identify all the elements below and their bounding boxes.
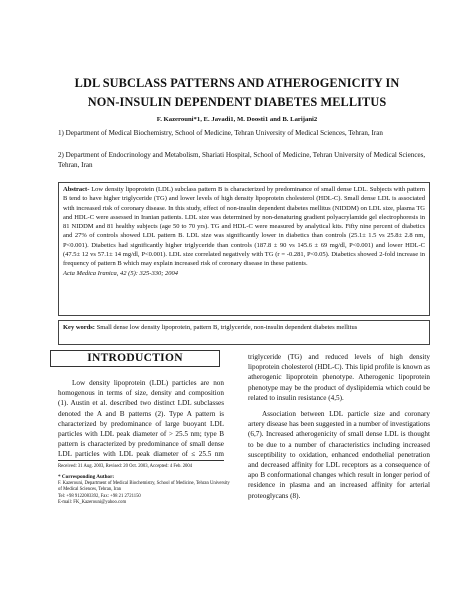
intro-paragraph-2: Association between LDL particle size and coronary artery disease has been suggested in a number of investigations (6,7). Increased atherogenicity of small dense LDL is thought to be due to a number of characteristics including increased susceptibility to oxidation, enhanced endothelial penetration and decreased affinity for LDL receptors as a consequence of apo B conformational changes which result in longer period of residence in plasma and an increased affinity for arterial proteoglycans (8). [248, 410, 430, 500]
footnote-contact: Tel: +98 9122083392, Fax: +98 21 2721150 [58, 493, 141, 499]
footnotes [58, 464, 234, 506]
keywords-text: Small dense low density lipoprotein, pattern B, triglyceride, non-insulin dependent diabetes mellitus [94, 324, 358, 331]
author-list: F. Kazerouni*1, E. Javadi1, M. Doosti1 and B. Larijani2 [156, 116, 318, 123]
footnote-email: E-mail: FK_Kazerouni@yahoo.com [58, 500, 127, 506]
intro-paragraph-1: Low density lipoprotein (LDL) particles are non homogenous in terms of size, density and composition (1). Austin et al. described two distinct LDL subclasses denoted the A and B patterns (2). Type A pattern is characterized by predominance of large buoyant LDL particles with LDL peak diameter of > 25.5 nm; type B pattern is characterized by predominance of small dense LDL particles with LDL peak diameter of ≤ 25.5 nm [58, 379, 224, 458]
journal-citation: Acta Medica Iranica, 42 (5): 325-330; 2004 [63, 269, 178, 277]
intro-right-column [248, 352, 430, 501]
abstract-text: Low density lipoprotein (LDL) subclass pattern B is characterized by predominance of small dense LDL. Subjects with pattern B tend to have higher triglyceride (TG) and lower levels of high density lipoprotein cholesterol (HDL-C). Small dense LDL is associated with increased risk of coronary disease. In this study, effect of non-insulin dependent diabetes mellitus (NIDDM) on LDL size, plasma TG and HDL-C were assessed in Iranian patients. LDL size was determined by non-denaturing gradient polyacrylamide gel electrophoresis in 81 NIDDM and 81 healthy subjects (age 50 to 70 yrs). TG and HDL-C were measured by analytical kits. Fifty nine percent of diabetics and 27% of controls showed LDL pattern B. LDL size was significantly lower in diabetics than controls (25.1± 1.5 vs 25.8± 2.8 nm, P<0.001). Diabetics had significantly higher triglyceride than controls (187.8 ± 90 vs 145.6 ± 69 mg/dl, P<0.001) and lower HDL-C (47.5± 12 vs 57.1± 14 mg/dl, P<0.001). LDL size correlated negatively with TG (r = -0.281, P<0.05). Diabetics showed 2-fold increase in frequency of pattern B which may explain increased risk of coronary disease in these patients. [63, 186, 425, 268]
abstract-box [58, 182, 430, 316]
footnote-corresponding-heading: * Corresponding Author: [58, 474, 115, 481]
affiliation-1: 1) Department of Medical Biochemistry, School of Medicine, Tehran University of Medical Sciences, Tehran, Iran [58, 129, 383, 137]
affiliation-2: 2) Department of Endocrinology and Metabolism, Shariati Hospital, School of Medicine, Tehran University of Medical Sciences, Tehran, Iran [58, 151, 426, 170]
introduction-heading: INTRODUCTION [50, 350, 220, 367]
paper-title-line1: LDL SUBCLASS PATTERNS AND ATHEROGENICITY IN [74, 76, 400, 90]
keywords-label: Key words: [63, 324, 95, 331]
intro-left-column [58, 378, 224, 458]
footnote-corresponding-body: F. Kazerouni, Department of Medical Biochemistry, School of Medicine, Tehran University of Medical Sciences, Tehran, Iran [58, 480, 230, 493]
keywords-box [58, 320, 430, 345]
footnote-divider [58, 460, 224, 461]
footnote-received: Received: 31 Aug. 2003, Revised: 20 Oct. 2003, Accepted: 4 Feb. 2004 [58, 464, 193, 469]
abstract-label: Abstract- [63, 186, 90, 193]
paper-title-line2: NON-INSULIN DEPENDENT DIABETES MELLITUS [87, 95, 387, 109]
intro-paragraph-1-cont: triglyceride (TG) and reduced levels of high density lipoprotein cholesterol (HDL-C). This lipid profile is known as atherogenic lipoprotein phenotype. Atherogenic lipoprotein phenotype may be the product of dyslipidemia which could be related to insulin resistance (4,5). [248, 353, 430, 402]
